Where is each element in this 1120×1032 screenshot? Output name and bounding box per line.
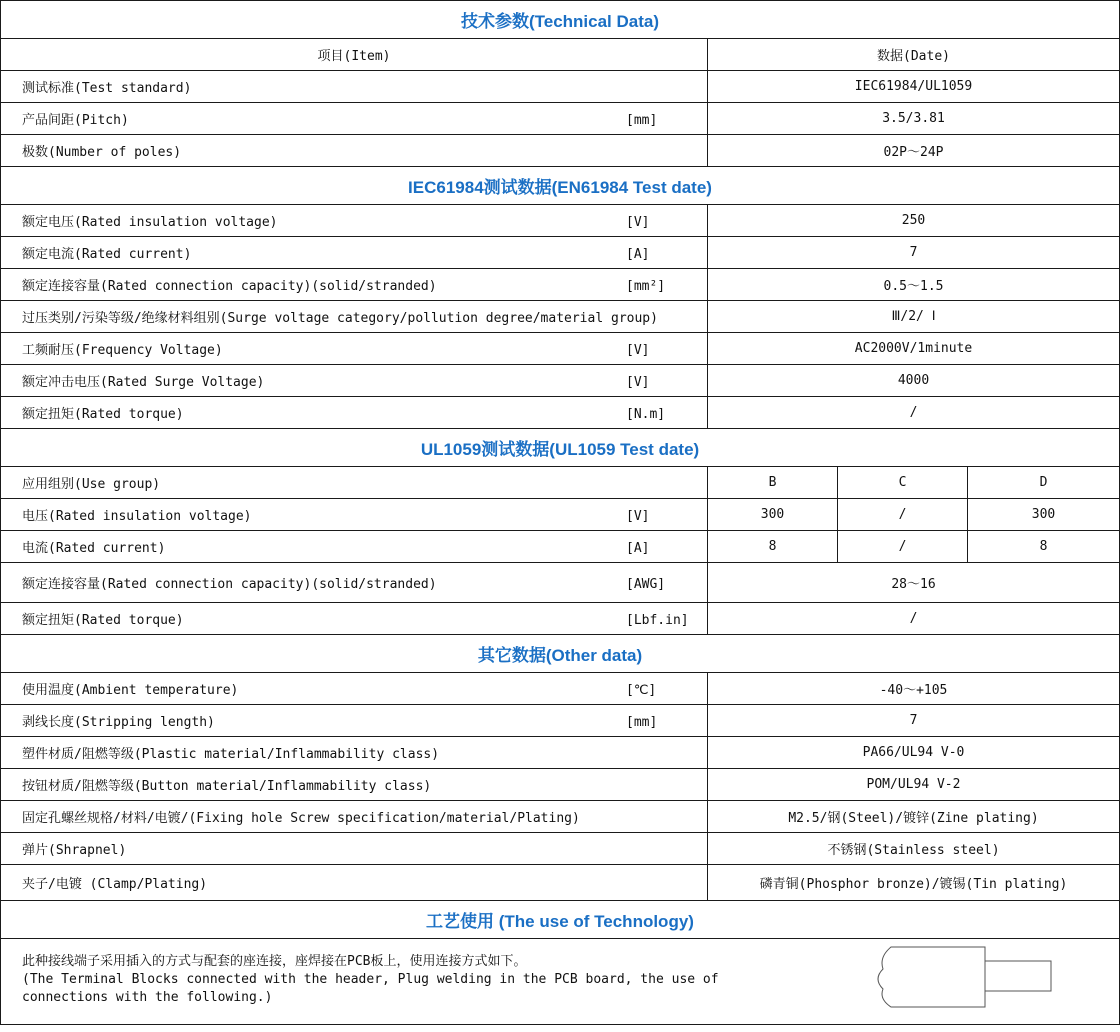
header-body-outline: [878, 947, 985, 1007]
group-c-cell: C: [838, 467, 968, 499]
table-row: [1, 333, 1120, 365]
row-label: 产品间距(Pitch): [22, 113, 129, 128]
table-row: [1, 365, 1120, 397]
usage-text-en: (The Terminal Blocks connected with the header, Plug welding in the PCB board, the use of connections with the following.): [22, 972, 719, 1005]
row-label: 使用温度(Ambient temperature): [22, 683, 239, 698]
group-c-cell: /: [838, 531, 968, 563]
table-row: [1, 499, 1120, 531]
row-label: 额定电压(Rated insulation voltage): [22, 215, 278, 230]
row-label: 过压类别/污染等级/绝缘材料组别(Surge voltage category/pollution degree/material group): [22, 311, 658, 326]
row-label: 额定冲击电压(Rated Surge Voltage): [22, 375, 265, 390]
row-label: 额定扭矩(Rated torque): [22, 407, 184, 422]
row-value: 02P～24P: [708, 135, 1120, 167]
group-b-cell: 300: [708, 499, 838, 531]
row-label: 按钮材质/阻燃等级(Button material/Inflammability class): [22, 779, 432, 794]
table-row: [1, 769, 1120, 801]
row-label: 额定连接容量(Rated connection capacity)(solid/stranded): [22, 577, 437, 592]
row-label: 极数(Number of poles): [22, 145, 182, 160]
row-value: 3.5/3.81: [708, 103, 1120, 135]
group-b-cell: B: [708, 467, 838, 499]
row-label: 固定孔螺丝规格/材料/电镀/(Fixing hole Screw specification/material/Plating): [22, 811, 580, 826]
section-title-ul: UL1059测试数据(UL1059 Test date): [1, 429, 1120, 467]
group-c-cell: /: [838, 499, 968, 531]
row-unit: [V]: [626, 375, 650, 390]
table-row: [1, 737, 1120, 769]
section-title-iec: IEC61984测试数据(EN61984 Test date): [1, 167, 1120, 205]
header-item: 项目(Item): [1, 39, 708, 71]
table-row: [1, 531, 1120, 563]
table-row: [1, 865, 1120, 901]
row-unit: [mm²]: [626, 279, 666, 294]
row-label: 电流(Rated current): [22, 541, 166, 556]
table-row: [1, 563, 1120, 603]
plug-outline: [985, 961, 1051, 991]
row-value: 不锈钢(Stainless steel): [708, 833, 1120, 865]
row-label: 额定扭矩(Rated torque): [22, 613, 184, 628]
table-row: [1, 135, 1120, 167]
row-value: 28～16: [708, 563, 1120, 603]
row-label: 工频耐压(Frequency Voltage): [22, 343, 223, 358]
row-label: 测试标准(Test standard): [22, 81, 192, 96]
header-data: 数据(Date): [708, 39, 1120, 71]
table-row: [1, 205, 1120, 237]
group-d-cell: 8: [968, 531, 1120, 563]
row-value: Ⅲ/2/ Ⅰ: [708, 301, 1120, 333]
row-value: -40～+105: [708, 673, 1120, 705]
row-value: PA66/UL94 V-0: [708, 737, 1120, 769]
row-value: 磷青铜(Phosphor bronze)/镀锡(Tin plating): [708, 865, 1120, 901]
row-unit: [A]: [626, 247, 650, 262]
table-row: [1, 103, 1120, 135]
row-unit: [℃]: [626, 683, 657, 698]
table-row: [1, 301, 1120, 333]
row-unit: [A]: [626, 541, 650, 556]
row-unit: [Lbf.in]: [626, 613, 689, 628]
row-label: 电压(Rated insulation voltage): [22, 509, 252, 524]
row-label: 额定连接容量(Rated connection capacity)(solid/stranded): [22, 279, 437, 294]
row-unit: [mm]: [626, 113, 658, 128]
usage-text-zh: 此种接线端子采用插入的方式与配套的座连接，座焊接在PCB板上，使用连接方式如下。: [22, 954, 527, 969]
section-title-technical: 技术参数(Technical Data): [1, 1, 1120, 39]
row-value: IEC61984/UL1059: [708, 71, 1120, 103]
group-b-cell: 8: [708, 531, 838, 563]
row-value: 250: [708, 205, 1120, 237]
section-title-other: 其它数据(Other data): [1, 635, 1120, 673]
row-value: POM/UL94 V-2: [708, 769, 1120, 801]
row-label: 夹子/电镀 (Clamp/Plating): [22, 877, 208, 892]
group-d-cell: 300: [968, 499, 1120, 531]
table-row: [1, 603, 1120, 635]
row-value: 4000: [708, 365, 1120, 397]
row-value: 7: [708, 705, 1120, 737]
row-unit: [N.m]: [626, 407, 666, 422]
group-d-cell: D: [968, 467, 1120, 499]
row-label: 剥线长度(Stripping length): [22, 715, 215, 730]
row-label: 应用组别(Use group): [22, 477, 161, 492]
table-row: [1, 71, 1120, 103]
row-unit: [V]: [626, 509, 650, 524]
row-value: M2.5/钢(Steel)/镀锌(Zine plating): [708, 801, 1120, 833]
table-row: [1, 397, 1120, 429]
row-label: 弹片(Shrapnel): [22, 843, 127, 858]
row-value: 0.5～1.5: [708, 269, 1120, 301]
table-row: [1, 833, 1120, 865]
row-label: 塑件材质/阻燃等级(Plastic material/Inflammability class): [22, 747, 440, 762]
table-row: [1, 801, 1120, 833]
row-unit: [mm]: [626, 715, 658, 730]
table-row: [1, 673, 1120, 705]
row-value: 7: [708, 237, 1120, 269]
table-row: [1, 705, 1120, 737]
row-value: AC2000V/1minute: [708, 333, 1120, 365]
table-row: [1, 467, 1120, 499]
row-unit: [AWG]: [626, 577, 666, 592]
table-row: [1, 237, 1120, 269]
section-title-usage: 工艺使用 (The use of Technology): [1, 901, 1120, 939]
row-unit: [V]: [626, 215, 650, 230]
usage-description: [1, 939, 1120, 1025]
connection-diagram: [861, 945, 1061, 1011]
row-unit: [V]: [626, 343, 650, 358]
table-row: [1, 269, 1120, 301]
row-value: /: [708, 397, 1120, 429]
row-label: 额定电流(Rated current): [22, 247, 192, 262]
row-value: /: [708, 603, 1120, 635]
